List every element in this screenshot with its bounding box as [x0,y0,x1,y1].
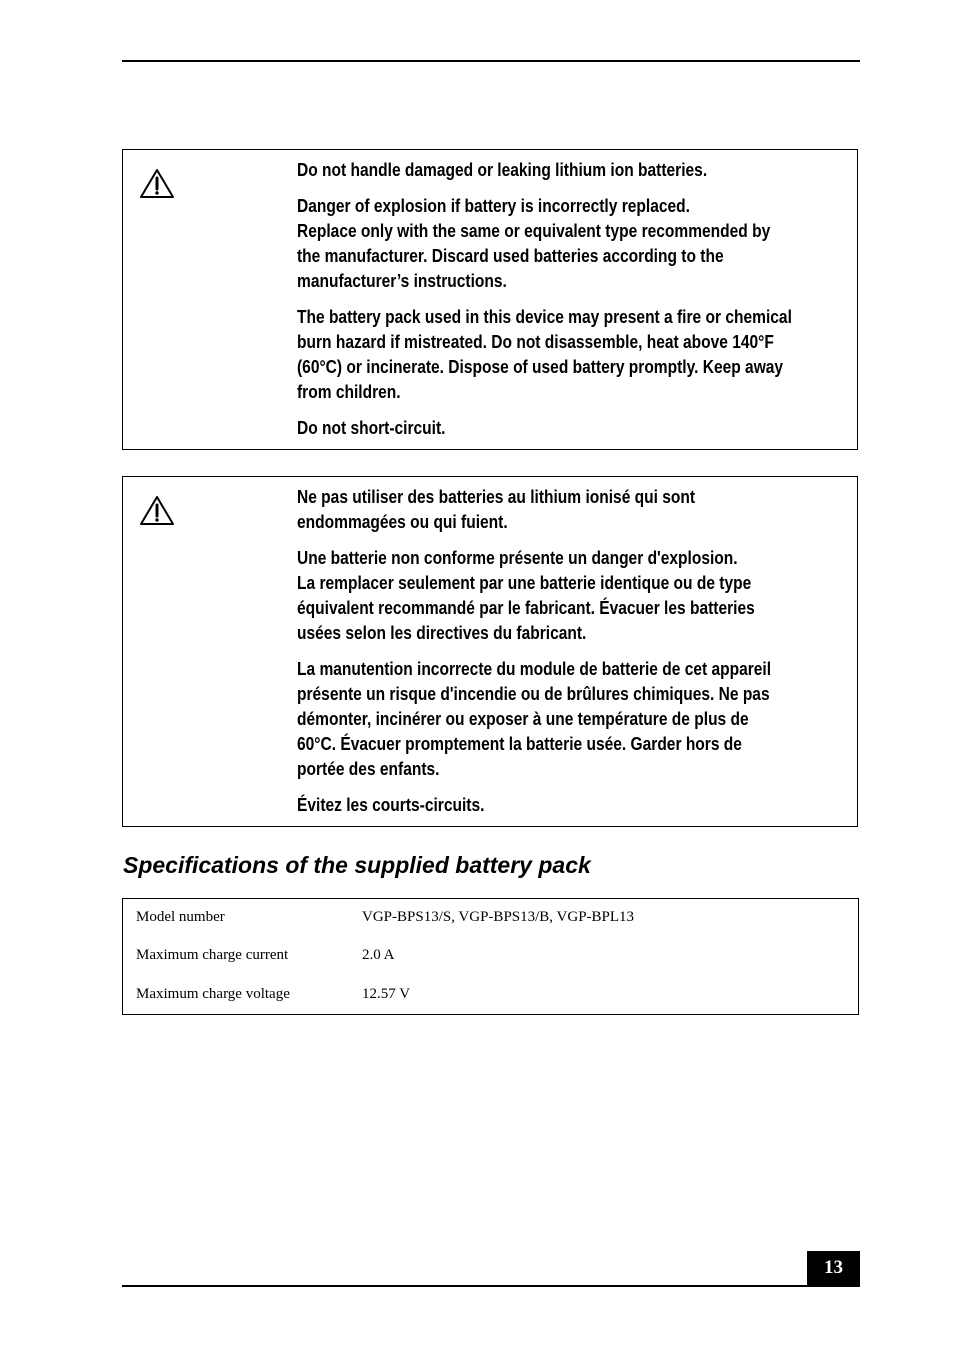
warning-box-french [122,476,858,827]
warning-paragraph: La manutention incorrecte du module de batterie de cet appareil présente un risque d'incendie ou de brûlures chimiques. Ne pas démonter, incinérer ou exposer à une température de plus de 60°C. Évacuer promptement la batterie usée. Garder hors de portée des enfants. [297,658,772,779]
warning-box-english [122,149,858,450]
spec-label: Maximum charge current [136,947,289,963]
warning-paragraph: Do not handle damaged or leaking lithium ion batteries. [297,159,708,180]
warning-paragraph: Une batterie non conforme présente un danger d'explosion. La remplacer seulement par une batterie identique ou de type équivalent recommandé par le fabricant. Évacuer les batteries usées selon les directives du fabricant. [297,547,755,643]
spec-label: Model number [136,909,225,925]
warning-paragraph: Évitez les courts-circuits. [297,794,485,815]
page-number: 13 [807,1251,860,1287]
warning-triangle-icon [139,495,175,527]
warning-paragraph: Do not short-circuit. [297,417,446,438]
spec-value: VGP-BPS13/S, VGP-BPS13/B, VGP-BPL13 [362,909,635,925]
spec-label: Maximum charge voltage [136,986,290,1002]
spec-value: 2.0 A [362,947,395,963]
footer-rule [122,1285,860,1287]
specifications-table [122,898,859,1015]
warning-paragraph: The battery pack used in this device may present a fire or chemical burn hazard if mistreated. Do not disassemble, heat above 140°F (60°C) or incinerate. Dispose of used battery promptly. Keep away from children. [297,306,792,402]
warning-paragraph: Ne pas utiliser des batteries au lithium ionisé qui sont endommagées ou qui fuient. [297,486,696,532]
warning-triangle-icon [139,168,175,200]
header-rule [122,60,860,62]
warning-paragraph: Danger of explosion if battery is incorrectly replaced. Replace only with the same or equivalent type recommended by the manufacturer. Discard used batteries according to the manufacturer’s instructions. [297,195,771,291]
section-title: Specifications of the supplied battery pack [123,852,591,878]
warning-text-french [297,484,851,828]
warning-text-english [297,157,851,451]
spec-value: 12.57 V [362,986,411,1002]
